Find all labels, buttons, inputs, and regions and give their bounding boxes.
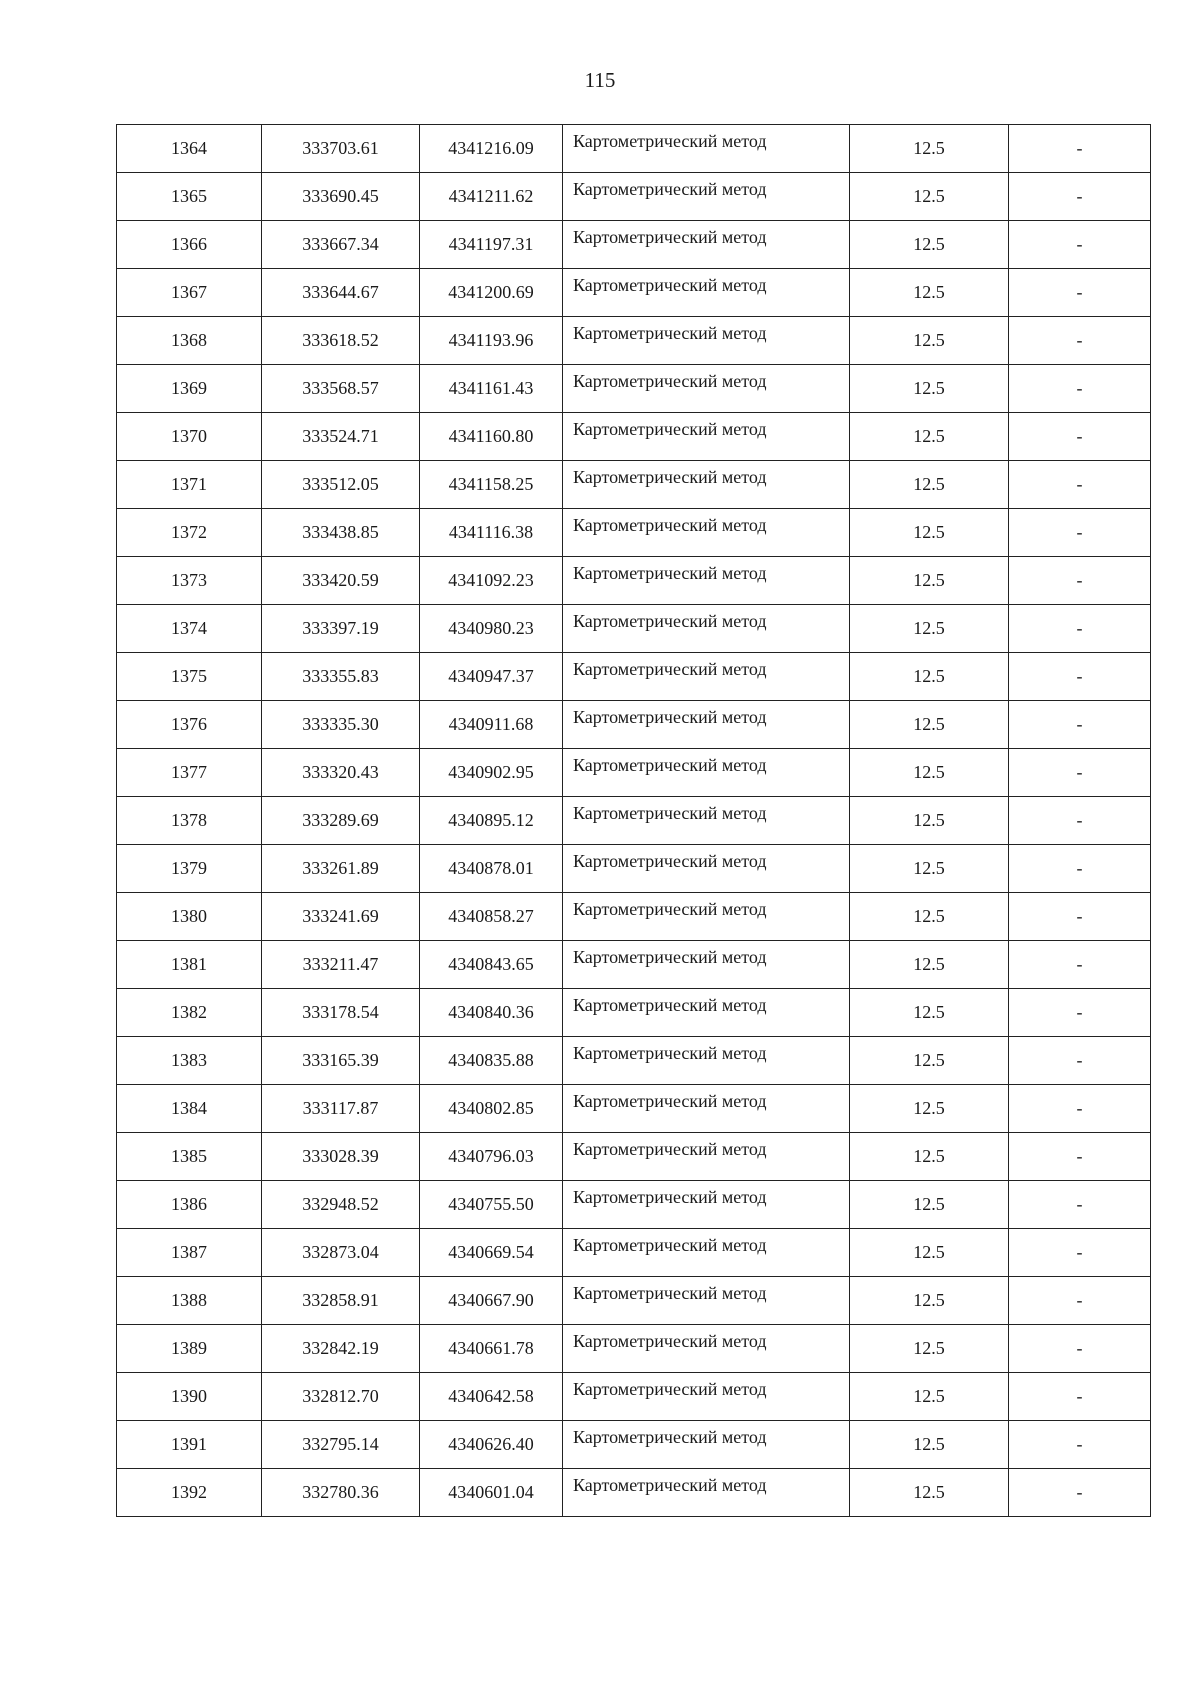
- point-number-cell: 1372: [117, 509, 262, 557]
- point-number-cell: 1365: [117, 173, 262, 221]
- note-cell: -: [1009, 701, 1151, 749]
- method-cell: Картометрический метод: [563, 1181, 850, 1229]
- y-coordinate-cell: 4340947.37: [420, 653, 563, 701]
- x-coordinate-cell: 333524.71: [262, 413, 420, 461]
- table-row: [117, 221, 1151, 269]
- method-cell: Картометрический метод: [563, 221, 850, 269]
- point-number-cell: 1370: [117, 413, 262, 461]
- accuracy-cell: 12.5: [850, 317, 1009, 365]
- method-cell: Картометрический метод: [563, 1469, 850, 1517]
- point-number-cell: 1389: [117, 1325, 262, 1373]
- table-row: [117, 557, 1151, 605]
- note-cell: -: [1009, 845, 1151, 893]
- x-coordinate-cell: 332948.52: [262, 1181, 420, 1229]
- method-cell: Картометрический метод: [563, 797, 850, 845]
- point-number-cell: 1386: [117, 1181, 262, 1229]
- point-number-cell: 1366: [117, 221, 262, 269]
- x-coordinate-cell: 332873.04: [262, 1229, 420, 1277]
- table-row: [117, 509, 1151, 557]
- point-number-cell: 1376: [117, 701, 262, 749]
- point-number-cell: 1383: [117, 1037, 262, 1085]
- y-coordinate-cell: 4340661.78: [420, 1325, 563, 1373]
- note-cell: -: [1009, 989, 1151, 1037]
- method-cell: Картометрический метод: [563, 1421, 850, 1469]
- y-coordinate-cell: 4340642.58: [420, 1373, 563, 1421]
- point-number-cell: 1379: [117, 845, 262, 893]
- x-coordinate-cell: 333289.69: [262, 797, 420, 845]
- x-coordinate-cell: 333690.45: [262, 173, 420, 221]
- y-coordinate-cell: 4341216.09: [420, 125, 563, 173]
- table-row: [117, 1133, 1151, 1181]
- method-cell: Картометрический метод: [563, 1133, 850, 1181]
- y-coordinate-cell: 4340843.65: [420, 941, 563, 989]
- x-coordinate-cell: 333397.19: [262, 605, 420, 653]
- accuracy-cell: 12.5: [850, 1181, 1009, 1229]
- table-row: [117, 797, 1151, 845]
- accuracy-cell: 12.5: [850, 797, 1009, 845]
- method-cell: Картометрический метод: [563, 701, 850, 749]
- table-row: [117, 173, 1151, 221]
- accuracy-cell: 12.5: [850, 173, 1009, 221]
- table-row: [117, 1373, 1151, 1421]
- x-coordinate-cell: 332858.91: [262, 1277, 420, 1325]
- method-cell: Картометрический метод: [563, 365, 850, 413]
- table-row: [117, 1037, 1151, 1085]
- accuracy-cell: 12.5: [850, 365, 1009, 413]
- point-number-cell: 1364: [117, 125, 262, 173]
- method-cell: Картометрический метод: [563, 557, 850, 605]
- method-cell: Картометрический метод: [563, 653, 850, 701]
- y-coordinate-cell: 4341200.69: [420, 269, 563, 317]
- y-coordinate-cell: 4340601.04: [420, 1469, 563, 1517]
- note-cell: -: [1009, 941, 1151, 989]
- accuracy-cell: 12.5: [850, 269, 1009, 317]
- y-coordinate-cell: 4341160.80: [420, 413, 563, 461]
- note-cell: -: [1009, 269, 1151, 317]
- y-coordinate-cell: 4340669.54: [420, 1229, 563, 1277]
- x-coordinate-cell: 333568.57: [262, 365, 420, 413]
- accuracy-cell: 12.5: [850, 1421, 1009, 1469]
- table-row: [117, 941, 1151, 989]
- note-cell: -: [1009, 461, 1151, 509]
- table-row: [117, 1469, 1151, 1517]
- accuracy-cell: 12.5: [850, 605, 1009, 653]
- note-cell: -: [1009, 1133, 1151, 1181]
- note-cell: -: [1009, 749, 1151, 797]
- accuracy-cell: 12.5: [850, 1229, 1009, 1277]
- note-cell: -: [1009, 1421, 1151, 1469]
- method-cell: Картометрический метод: [563, 125, 850, 173]
- x-coordinate-cell: 333512.05: [262, 461, 420, 509]
- y-coordinate-cell: 4341193.96: [420, 317, 563, 365]
- note-cell: -: [1009, 653, 1151, 701]
- note-cell: -: [1009, 1373, 1151, 1421]
- table-row: [117, 365, 1151, 413]
- point-number-cell: 1390: [117, 1373, 262, 1421]
- table-row: [117, 989, 1151, 1037]
- x-coordinate-cell: 332842.19: [262, 1325, 420, 1373]
- table-row: [117, 317, 1151, 365]
- table-row: [117, 1085, 1151, 1133]
- method-cell: Картометрический метод: [563, 1085, 850, 1133]
- point-number-cell: 1382: [117, 989, 262, 1037]
- note-cell: -: [1009, 173, 1151, 221]
- x-coordinate-cell: 333438.85: [262, 509, 420, 557]
- table-row: [117, 413, 1151, 461]
- note-cell: -: [1009, 893, 1151, 941]
- note-cell: -: [1009, 1277, 1151, 1325]
- method-cell: Картометрический метод: [563, 941, 850, 989]
- table-row: [117, 1229, 1151, 1277]
- method-cell: Картометрический метод: [563, 749, 850, 797]
- point-number-cell: 1385: [117, 1133, 262, 1181]
- table-row: [117, 701, 1151, 749]
- note-cell: -: [1009, 1325, 1151, 1373]
- table-row: [117, 461, 1151, 509]
- note-cell: -: [1009, 797, 1151, 845]
- accuracy-cell: 12.5: [850, 557, 1009, 605]
- point-number-cell: 1373: [117, 557, 262, 605]
- y-coordinate-cell: 4340802.85: [420, 1085, 563, 1133]
- accuracy-cell: 12.5: [850, 1373, 1009, 1421]
- x-coordinate-cell: 332780.36: [262, 1469, 420, 1517]
- point-number-cell: 1381: [117, 941, 262, 989]
- point-number-cell: 1375: [117, 653, 262, 701]
- method-cell: Картометрический метод: [563, 269, 850, 317]
- x-coordinate-cell: 333335.30: [262, 701, 420, 749]
- accuracy-cell: 12.5: [850, 1469, 1009, 1517]
- accuracy-cell: 12.5: [850, 413, 1009, 461]
- method-cell: Картометрический метод: [563, 1325, 850, 1373]
- method-cell: Картометрический метод: [563, 173, 850, 221]
- y-coordinate-cell: 4341161.43: [420, 365, 563, 413]
- method-cell: Картометрический метод: [563, 1037, 850, 1085]
- point-number-cell: 1367: [117, 269, 262, 317]
- accuracy-cell: 12.5: [850, 509, 1009, 557]
- y-coordinate-cell: 4340840.36: [420, 989, 563, 1037]
- y-coordinate-cell: 4340667.90: [420, 1277, 563, 1325]
- point-number-cell: 1388: [117, 1277, 262, 1325]
- x-coordinate-cell: 333355.83: [262, 653, 420, 701]
- point-number-cell: 1377: [117, 749, 262, 797]
- table-row: [117, 749, 1151, 797]
- accuracy-cell: 12.5: [850, 1277, 1009, 1325]
- method-cell: Картометрический метод: [563, 893, 850, 941]
- note-cell: -: [1009, 605, 1151, 653]
- x-coordinate-cell: 333618.52: [262, 317, 420, 365]
- x-coordinate-cell: 333703.61: [262, 125, 420, 173]
- y-coordinate-cell: 4340895.12: [420, 797, 563, 845]
- point-number-cell: 1380: [117, 893, 262, 941]
- accuracy-cell: 12.5: [850, 845, 1009, 893]
- y-coordinate-cell: 4340796.03: [420, 1133, 563, 1181]
- point-number-cell: 1378: [117, 797, 262, 845]
- y-coordinate-cell: 4340858.27: [420, 893, 563, 941]
- point-number-cell: 1392: [117, 1469, 262, 1517]
- note-cell: -: [1009, 1085, 1151, 1133]
- x-coordinate-cell: 333261.89: [262, 845, 420, 893]
- method-cell: Картометрический метод: [563, 989, 850, 1037]
- note-cell: -: [1009, 221, 1151, 269]
- note-cell: -: [1009, 317, 1151, 365]
- table-row: [117, 1325, 1151, 1373]
- y-coordinate-cell: 4340755.50: [420, 1181, 563, 1229]
- method-cell: Картометрический метод: [563, 1229, 850, 1277]
- accuracy-cell: 12.5: [850, 221, 1009, 269]
- accuracy-cell: 12.5: [850, 461, 1009, 509]
- note-cell: -: [1009, 1037, 1151, 1085]
- point-number-cell: 1371: [117, 461, 262, 509]
- note-cell: -: [1009, 1181, 1151, 1229]
- table-row: [117, 893, 1151, 941]
- x-coordinate-cell: 333028.39: [262, 1133, 420, 1181]
- x-coordinate-cell: 333241.69: [262, 893, 420, 941]
- x-coordinate-cell: 333420.59: [262, 557, 420, 605]
- note-cell: -: [1009, 557, 1151, 605]
- accuracy-cell: 12.5: [850, 1037, 1009, 1085]
- accuracy-cell: 12.5: [850, 941, 1009, 989]
- point-number-cell: 1391: [117, 1421, 262, 1469]
- method-cell: Картометрический метод: [563, 413, 850, 461]
- table-row: [117, 269, 1151, 317]
- y-coordinate-cell: 4341211.62: [420, 173, 563, 221]
- coordinates-table-body: [117, 125, 1151, 1517]
- method-cell: Картометрический метод: [563, 845, 850, 893]
- method-cell: Картометрический метод: [563, 461, 850, 509]
- x-coordinate-cell: 333644.67: [262, 269, 420, 317]
- accuracy-cell: 12.5: [850, 125, 1009, 173]
- method-cell: Картометрический метод: [563, 1373, 850, 1421]
- y-coordinate-cell: 4341092.23: [420, 557, 563, 605]
- x-coordinate-cell: 333211.47: [262, 941, 420, 989]
- y-coordinate-cell: 4340878.01: [420, 845, 563, 893]
- point-number-cell: 1368: [117, 317, 262, 365]
- note-cell: -: [1009, 1469, 1151, 1517]
- note-cell: -: [1009, 365, 1151, 413]
- accuracy-cell: 12.5: [850, 1325, 1009, 1373]
- table-row: [117, 1421, 1151, 1469]
- point-number-cell: 1369: [117, 365, 262, 413]
- y-coordinate-cell: 4340626.40: [420, 1421, 563, 1469]
- accuracy-cell: 12.5: [850, 893, 1009, 941]
- x-coordinate-cell: 332812.70: [262, 1373, 420, 1421]
- note-cell: -: [1009, 1229, 1151, 1277]
- method-cell: Картометрический метод: [563, 509, 850, 557]
- accuracy-cell: 12.5: [850, 989, 1009, 1037]
- method-cell: Картометрический метод: [563, 317, 850, 365]
- y-coordinate-cell: 4341197.31: [420, 221, 563, 269]
- coordinates-table: [116, 124, 1151, 1517]
- page-number: 115: [584, 68, 616, 92]
- accuracy-cell: 12.5: [850, 1085, 1009, 1133]
- table-row: [117, 605, 1151, 653]
- note-cell: -: [1009, 509, 1151, 557]
- point-number-cell: 1374: [117, 605, 262, 653]
- x-coordinate-cell: 333117.87: [262, 1085, 420, 1133]
- x-coordinate-cell: 333320.43: [262, 749, 420, 797]
- table-row: [117, 125, 1151, 173]
- note-cell: -: [1009, 125, 1151, 173]
- y-coordinate-cell: 4341116.38: [420, 509, 563, 557]
- x-coordinate-cell: 332795.14: [262, 1421, 420, 1469]
- y-coordinate-cell: 4340902.95: [420, 749, 563, 797]
- x-coordinate-cell: 333178.54: [262, 989, 420, 1037]
- table-row: [117, 845, 1151, 893]
- note-cell: -: [1009, 413, 1151, 461]
- accuracy-cell: 12.5: [850, 701, 1009, 749]
- method-cell: Картометрический метод: [563, 1277, 850, 1325]
- point-number-cell: 1384: [117, 1085, 262, 1133]
- accuracy-cell: 12.5: [850, 653, 1009, 701]
- x-coordinate-cell: 333165.39: [262, 1037, 420, 1085]
- x-coordinate-cell: 333667.34: [262, 221, 420, 269]
- y-coordinate-cell: 4340911.68: [420, 701, 563, 749]
- accuracy-cell: 12.5: [850, 749, 1009, 797]
- method-cell: Картометрический метод: [563, 605, 850, 653]
- table-row: [117, 1181, 1151, 1229]
- table-row: [117, 1277, 1151, 1325]
- y-coordinate-cell: 4341158.25: [420, 461, 563, 509]
- y-coordinate-cell: 4340835.88: [420, 1037, 563, 1085]
- y-coordinate-cell: 4340980.23: [420, 605, 563, 653]
- point-number-cell: 1387: [117, 1229, 262, 1277]
- accuracy-cell: 12.5: [850, 1133, 1009, 1181]
- table-row: [117, 653, 1151, 701]
